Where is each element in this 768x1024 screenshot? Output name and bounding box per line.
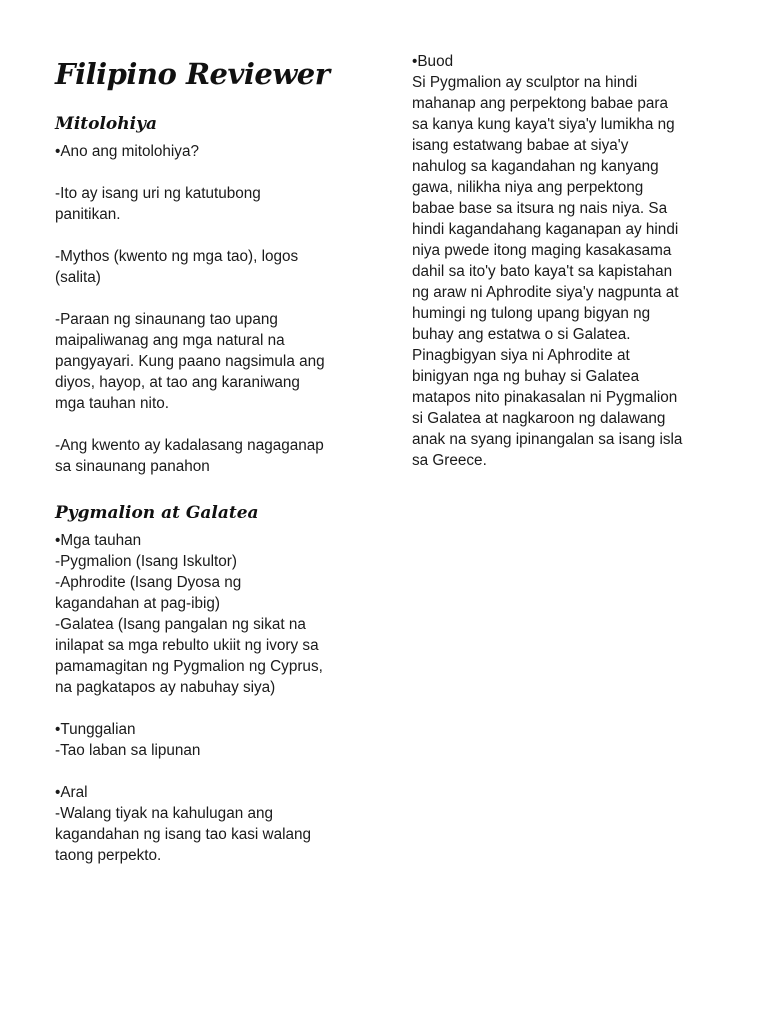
section-buod <box>412 51 722 471</box>
text-line: -Tao laban sa lipunan <box>55 742 201 759</box>
text-line: gawa, nilikha niya ang perpektong <box>412 179 644 196</box>
section-pygmalion <box>55 502 365 866</box>
text-line: •Aral <box>55 784 88 801</box>
text-line: pamamagitan ng Pygmalion ng Cyprus, <box>55 658 323 675</box>
text-line: anak na syang ipinangalan sa isang isla <box>412 431 683 448</box>
text-line: -Paraan ng sinaunang tao upang <box>55 311 278 328</box>
text-line: sa sinaunang panahon <box>55 458 210 475</box>
document-title: Filipino Reviewer <box>55 57 330 91</box>
text-line: inilapat sa mga rebulto ukiit ng ivory sa <box>55 637 319 654</box>
section-body-buod <box>412 51 722 471</box>
section-body-mitolohiya <box>55 141 365 477</box>
text-line: isang estatwang babae at siya'y <box>412 137 629 154</box>
text-line: -Aphrodite (Isang Dyosa ng <box>55 574 242 591</box>
text-line: kagandahan ng isang tao kasi walang <box>55 826 311 843</box>
paragraph-gap <box>55 288 365 309</box>
text-line: niya pwede itong maging kasakasama <box>412 242 672 259</box>
text-line: binigyan nga ng buhay si Galatea <box>412 368 640 385</box>
section-mitolohiya <box>55 113 365 477</box>
text-line: mga tauhan nito. <box>55 395 169 412</box>
paragraph-gap <box>55 225 365 246</box>
text-line: Pinagbigyan siya ni Aphrodite at <box>412 347 630 364</box>
text-line: maipaliwanag ang mga natural na <box>55 332 285 349</box>
text-line: babae base sa itsura ng nais niya. Sa <box>412 200 668 217</box>
text-line: ng araw ni Aphrodite siya'y nagpunta at <box>412 284 679 301</box>
text-line: si Galatea at nagkaroon ng dalawang <box>412 410 666 427</box>
text-line: (salita) <box>55 269 101 286</box>
paragraph-gap <box>55 162 365 183</box>
text-line: mahanap ang perpektong babae para <box>412 95 669 112</box>
text-line: nahulog sa kagandahan ng kanyang <box>412 158 659 175</box>
paragraph-gap <box>55 698 365 719</box>
section-heading-pygmalion: Pygmalion at Galatea <box>55 503 259 523</box>
text-line: -Ang kwento ay kadalasang nagaganap <box>55 437 324 454</box>
text-line: humingi ng tulong upang bigyan ng <box>412 305 651 322</box>
text-line: •Tunggalian <box>55 721 136 738</box>
text-line: pangyayari. Kung paano nagsimula ang <box>55 353 325 370</box>
text-line: -Walang tiyak na kahulugan ang <box>55 805 273 822</box>
paragraph-gap <box>55 414 365 435</box>
text-line: -Mythos (kwento ng mga tao), logos <box>55 248 299 265</box>
text-line: sa Greece. <box>412 452 487 469</box>
text-line: diyos, hayop, at tao ang karaniwang <box>55 374 300 391</box>
section-body-pygmalion <box>55 530 365 866</box>
text-line: matapos nito pinakasalan ni Pygmalion <box>412 389 678 406</box>
text-line: taong perpekto. <box>55 847 162 864</box>
text-line: dahil sa ito'y bato kaya't sa kapistahan <box>412 263 673 280</box>
section-heading-mitolohiya: Mitolohiya <box>55 114 157 134</box>
text-line: na pagkatapos ay nabuhay siya) <box>55 679 276 696</box>
text-line: -Ito ay isang uri ng katutubong <box>55 185 261 202</box>
text-line: •Ano ang mitolohiya? <box>55 143 199 160</box>
paragraph-gap <box>55 761 365 782</box>
text-line: Si Pygmalion ay sculptor na hindi <box>412 74 638 91</box>
text-line: sa kanya kung kaya't siya'y lumikha ng <box>412 116 675 133</box>
text-line: panitikan. <box>55 206 121 223</box>
text-line: hindi kagandahang kaganapan ay hindi <box>412 221 679 238</box>
text-line: •Mga tauhan <box>55 532 142 549</box>
text-line: kagandahan at pag-ibig) <box>55 595 220 612</box>
text-line: -Pygmalion (Isang Iskultor) <box>55 553 237 570</box>
text-line: -Galatea (Isang pangalan ng sikat na <box>55 616 306 633</box>
text-line: buhay ang estatwa o si Galatea. <box>412 326 631 343</box>
text-line: •Buod <box>412 53 454 70</box>
